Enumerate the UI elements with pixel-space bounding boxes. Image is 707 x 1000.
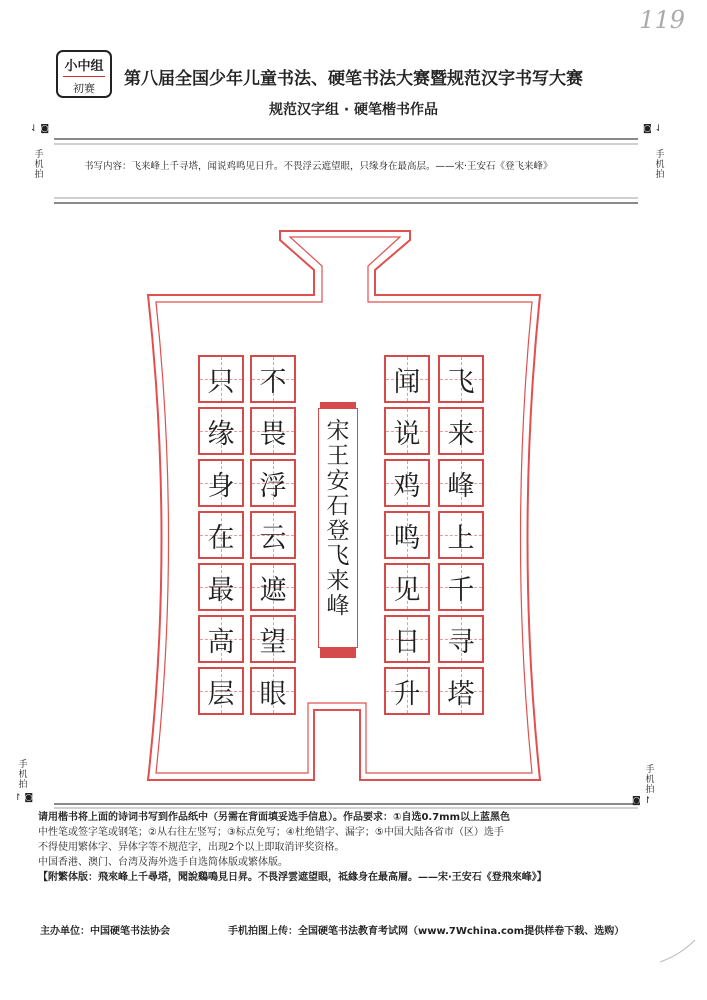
char-cell: 眼 bbox=[250, 667, 296, 715]
char-cell: 千 bbox=[438, 563, 484, 611]
char-cell: 遮 bbox=[250, 563, 296, 611]
page-title: 第八届全国少年儿童书法、硬笔书法大赛暨规范汉字书写大赛 bbox=[124, 69, 583, 89]
phone-label-top-left: 手机拍 bbox=[34, 150, 44, 180]
badge-group-label: 小中组 bbox=[64, 59, 104, 74]
char-cell: 鸣 bbox=[384, 511, 430, 559]
instruction-line: 请用楷书将上面的诗词书写到作品纸中（另需在背面填妥选手信息）。作品要求：①自选0.7mm以上蓝黑色 bbox=[38, 812, 511, 823]
char-cell: 升 bbox=[384, 667, 430, 715]
signature-char: 安 bbox=[326, 468, 350, 494]
signature-char: 峰 bbox=[326, 593, 350, 619]
signature-char: 石 bbox=[326, 493, 350, 519]
char-cell: 鸡 bbox=[384, 459, 430, 507]
phone-label-bottom-right: 手机拍 bbox=[645, 765, 655, 795]
corner-pen-scratch bbox=[660, 940, 695, 962]
char-cell: 飞 bbox=[438, 355, 484, 403]
instruction-line: 中国香港、澳门、台湾及海外选手自选简体版或繁体版。 bbox=[38, 857, 288, 868]
writing-content-line: 书写内容：飞来峰上千寻塔，闻说鸡鸣见日升。不畏浮云遮望眼，只缘身在最高层。——宋·王安石《登飞来峰》 bbox=[84, 161, 553, 172]
signature-char: 来 bbox=[326, 568, 350, 594]
camera-mark-top-right: ◙ ⇃ bbox=[643, 124, 663, 134]
char-cell: 浮 bbox=[250, 459, 296, 507]
instruction-line: 【附繁体版：飛來峰上千尋塔，聞說鷄鳴見日昇。不畏浮雲遮望眼，祗緣身在最高層。——宋·王安石《登飛來峰》】 bbox=[38, 872, 547, 883]
phone-label-top-right: 手机拍 bbox=[655, 150, 665, 180]
page-subtitle: 规范汉字组 · 硬笔楷书作品 bbox=[268, 102, 439, 118]
char-cell: 见 bbox=[384, 563, 430, 611]
signature-column bbox=[318, 408, 358, 648]
organizer-line: 主办单位：中国硬笔书法协会 bbox=[40, 926, 170, 937]
char-cell: 闻 bbox=[384, 355, 430, 403]
camera-mark-top-left: ⇃ ◙ bbox=[30, 124, 50, 134]
handwritten-page-number: 119 bbox=[639, 6, 685, 34]
char-cell: 层 bbox=[198, 667, 244, 715]
instruction-line: 不得使用繁体字、异体字等不规范字，出现2个以上即取消评奖资格。 bbox=[38, 842, 345, 853]
char-cell: 缘 bbox=[198, 407, 244, 455]
char-cell: 来 bbox=[438, 407, 484, 455]
char-cell: 塔 bbox=[438, 667, 484, 715]
badge-round-label: 初赛 bbox=[73, 82, 95, 95]
char-cell: 最 bbox=[198, 563, 244, 611]
char-cell: 不 bbox=[250, 355, 296, 403]
char-cell: 上 bbox=[438, 511, 484, 559]
char-cell: 只 bbox=[198, 355, 244, 403]
char-cell: 日 bbox=[384, 615, 430, 663]
signature-char: 飞 bbox=[326, 543, 350, 569]
char-cell: 在 bbox=[198, 511, 244, 559]
signature-char: 王 bbox=[326, 443, 350, 469]
camera-mark-bottom-right: ◙ ↾ bbox=[632, 796, 652, 806]
char-cell: 云 bbox=[250, 511, 296, 559]
instructions-block bbox=[38, 810, 678, 885]
signature-char: 宋 bbox=[326, 418, 350, 444]
char-cell: 寻 bbox=[438, 615, 484, 663]
instruction-line: 中性笔或签字笔或钢笔；②从右往左竖写；③标点免写；④杜绝错字、漏字；⑤中国大陆各省市（区）选手 bbox=[38, 827, 504, 838]
camera-mark-bottom-left: ↾ ◙ bbox=[14, 793, 34, 803]
char-cell: 说 bbox=[384, 407, 430, 455]
char-cell: 望 bbox=[250, 615, 296, 663]
signature-char: 登 bbox=[326, 518, 350, 544]
char-cell: 畏 bbox=[250, 407, 296, 455]
upload-line: 手机拍图上传：全国硬笔书法教育考试网（www.7Wchina.com提供样卷下载、选购） bbox=[228, 926, 625, 937]
char-cell: 身 bbox=[198, 459, 244, 507]
char-cell: 峰 bbox=[438, 459, 484, 507]
phone-label-bottom-left: 手机拍 bbox=[18, 760, 28, 790]
char-cell: 高 bbox=[198, 615, 244, 663]
signature-text bbox=[319, 419, 357, 619]
